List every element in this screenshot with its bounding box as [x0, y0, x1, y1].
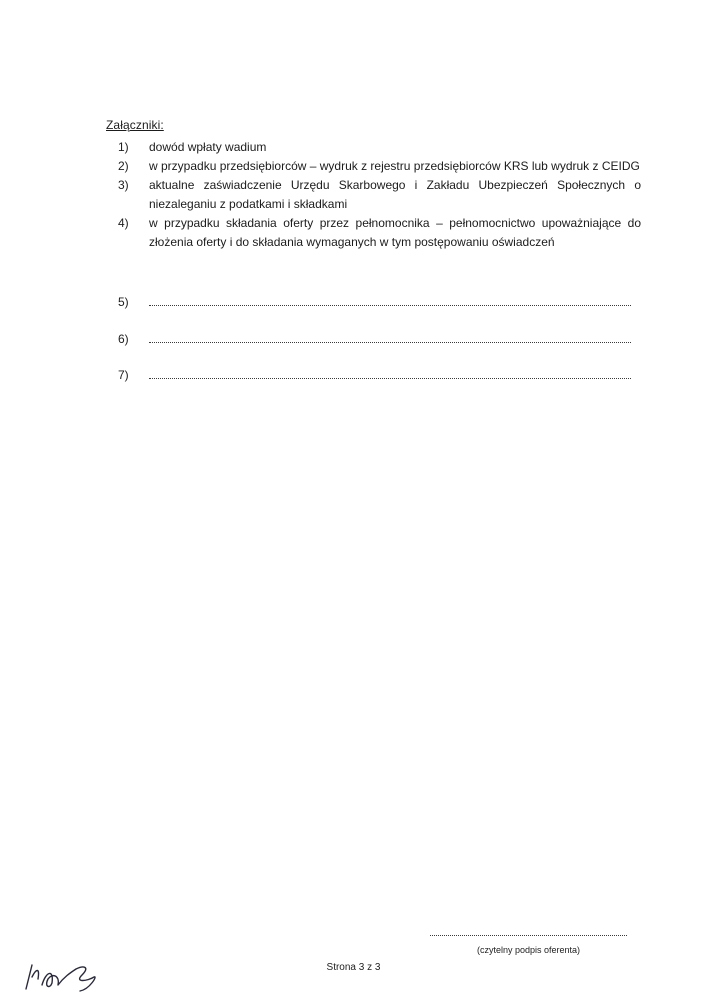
blank-list-item	[118, 332, 638, 351]
item-number: 3)	[118, 178, 129, 192]
dotted-fill-line	[149, 378, 631, 379]
blank-list-item	[118, 368, 638, 387]
item-number: 1)	[118, 140, 129, 154]
list-item	[106, 176, 641, 214]
signature-label: (czytelny podpis oferenta)	[476, 945, 581, 955]
dotted-fill-line	[149, 342, 631, 343]
item-number: 5)	[118, 295, 129, 309]
list-item	[106, 214, 641, 252]
item-number: 4)	[118, 216, 129, 230]
attachments-heading: Załączniki:	[106, 118, 164, 132]
handwritten-initials	[18, 955, 108, 995]
blank-list-item	[118, 295, 638, 314]
item-number: 2)	[118, 159, 129, 173]
dotted-fill-line	[149, 305, 631, 306]
item-number: 6)	[118, 332, 129, 346]
item-text: aktualne zaświadczenie Urzędu Skarbowego i Zakładu Ubezpieczeń Społecznych o niezaleganiu z podatkami i składkami	[149, 178, 641, 211]
list-item	[106, 138, 641, 157]
item-number: 7)	[118, 368, 129, 382]
page-number: Strona 3 z 3	[326, 962, 381, 973]
signature-dotted-line	[430, 935, 627, 936]
item-text: w przypadku składania oferty przez pełnomocnika – pełnomocnictwo upoważniające do złożenia oferty i do składania wymaganych w tym postępowaniu oświadczeń	[149, 216, 641, 249]
item-text: dowód wpłaty wadium	[149, 140, 267, 154]
attachments-list	[106, 138, 641, 252]
list-item	[106, 157, 641, 176]
item-text: w przypadku przedsiębiorców – wydruk z rejestru przedsiębiorców KRS lub wydruk z CEIDG	[149, 159, 640, 173]
